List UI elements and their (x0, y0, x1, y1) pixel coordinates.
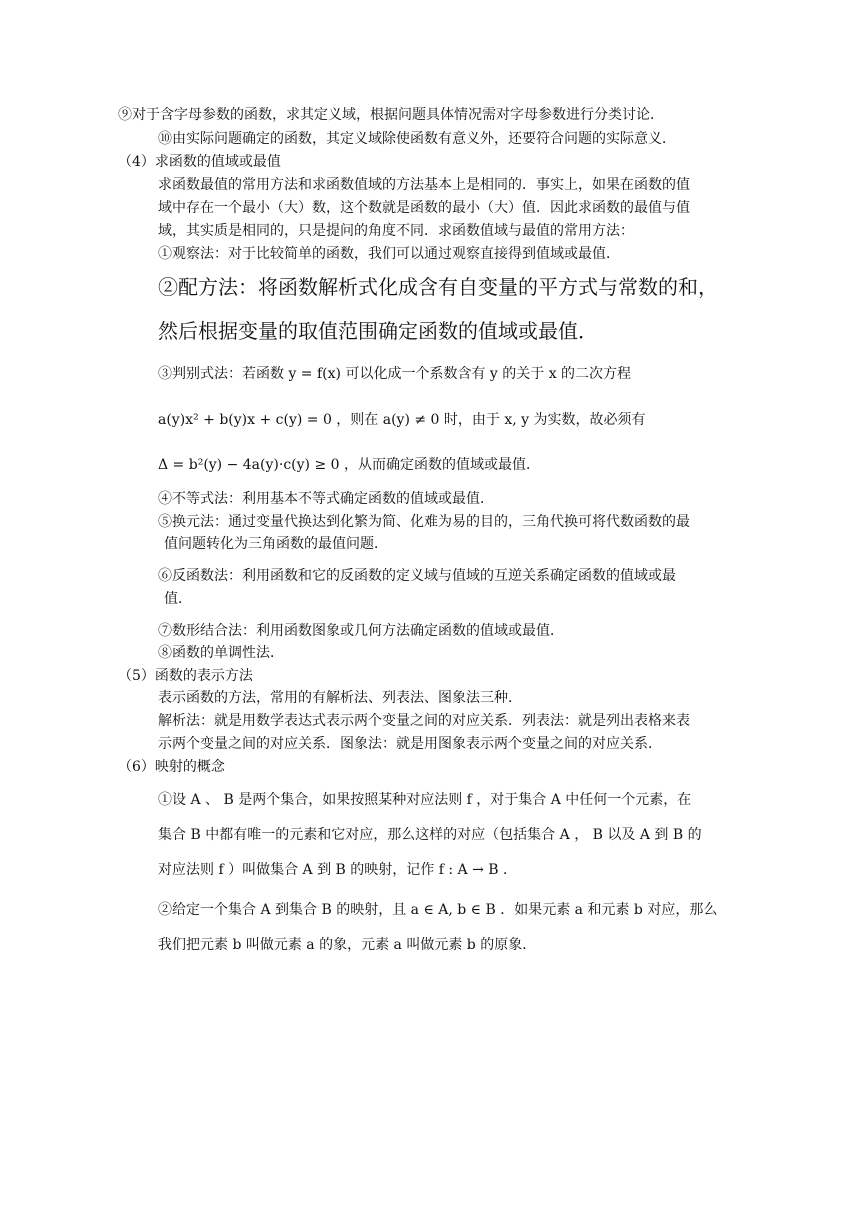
text-line-10: ⑩由实际问题确定的函数，其定义域除使函数有意义外，还要符合问题的实际意义． (158, 131, 676, 147)
discriminant-equation: a(y)x² + b(y)x + c(y) = 0 ，则在 a(y) ≠ 0 时，由于 x, y 为实数，故必须有 (158, 412, 646, 428)
method-monotonic: ⑧函数的单调性法． (158, 645, 284, 661)
paragraph-line: 示两个变量之间的对应关系．图象法：就是用图象表示两个变量之间的对应关系． (158, 736, 662, 752)
method-completing-square: ②配方法：将函数解析式化成含有自变量的平方式与常数的和， (158, 275, 718, 299)
paragraph-line: 域，其实质是相同的，只是提问的角度不同．求函数值域与最值的常用方法： (158, 223, 634, 239)
section-heading-4: （4）求函数的值域或最值 (118, 154, 281, 170)
paragraph-line: 表示函数的方法，常用的有解析法、列表法、图象法三种． (158, 690, 522, 706)
method-substitution-cont: 值问题转化为三角函数的最值问题． (164, 536, 388, 552)
paragraph-line: 解析法：就是用数学表达式表示两个变量之间的对应关系．列表法：就是列出表格来表 (158, 713, 690, 729)
discriminant-condition: Δ = b²(y) − 4a(y)·c(y) ≥ 0 ，从而确定函数的值域或最值． (158, 457, 540, 473)
image-preimage-definition-cont: 我们把元素 b 叫做元素 a 的象，元素 a 叫做元素 b 的原象． (158, 937, 537, 953)
method-inverse-function-cont: 值． (164, 591, 192, 607)
method-graphical: ⑦数形结合法：利用函数图象或几何方法确定函数的值域或最值． (158, 623, 564, 639)
section-heading-6: （6）映射的概念 (118, 759, 225, 775)
method-completing-square-cont: 然后根据变量的取值范围确定函数的值域或最值． (158, 319, 598, 343)
section-heading-5: （5）函数的表示方法 (118, 668, 253, 684)
paragraph-line: 求函数最值的常用方法和求函数值域的方法基本上是相同的．事实上，如果在函数的值 (158, 177, 690, 193)
mapping-definition: ①设 A 、 B 是两个集合，如果按照某种对应法则 f ，对于集合 A 中任何一个元素，在 (158, 792, 692, 808)
method-inequality: ④不等式法：利用基本不等式确定函数的值域或最值． (158, 491, 494, 507)
mapping-definition-cont: 对应法则 f ）叫做集合 A 到 B 的映射，记作 f : A → B ． (158, 862, 518, 878)
paragraph-line: 域中存在一个最小（大）数，这个数就是函数的最小（大）值．因此求函数的最值与值 (158, 200, 690, 216)
mapping-definition-cont: 集合 B 中都有唯一的元素和它对应，那么这样的对应（包括集合 A ， B 以及 A 到 B 的 (158, 827, 702, 843)
method-inverse-function: ⑥反函数法：利用函数和它的反函数的定义域与值域的互逆关系确定函数的值域或最 (158, 568, 676, 584)
image-preimage-definition: ②给定一个集合 A 到集合 B 的映射，且 a ∈ A, b ∈ B ．如果元素 a 和元素 b 对应，那么 (158, 902, 718, 918)
method-observation: ①观察法：对于比较简单的函数，我们可以通过观察直接得到值域或最值． (158, 246, 620, 262)
method-substitution: ⑤换元法：通过变量代换达到化繁为简、化难为易的目的，三角代换可将代数函数的最 (158, 514, 690, 530)
method-discriminant: ③判别式法：若函数 y = f(x) 可以化成一个系数含有 y 的关于 x 的二次方程 (158, 366, 632, 382)
text-line-9: ⑨对于含字母参数的函数，求其定义域，根据问题具体情况需对字母参数进行分类讨论． (118, 107, 664, 123)
